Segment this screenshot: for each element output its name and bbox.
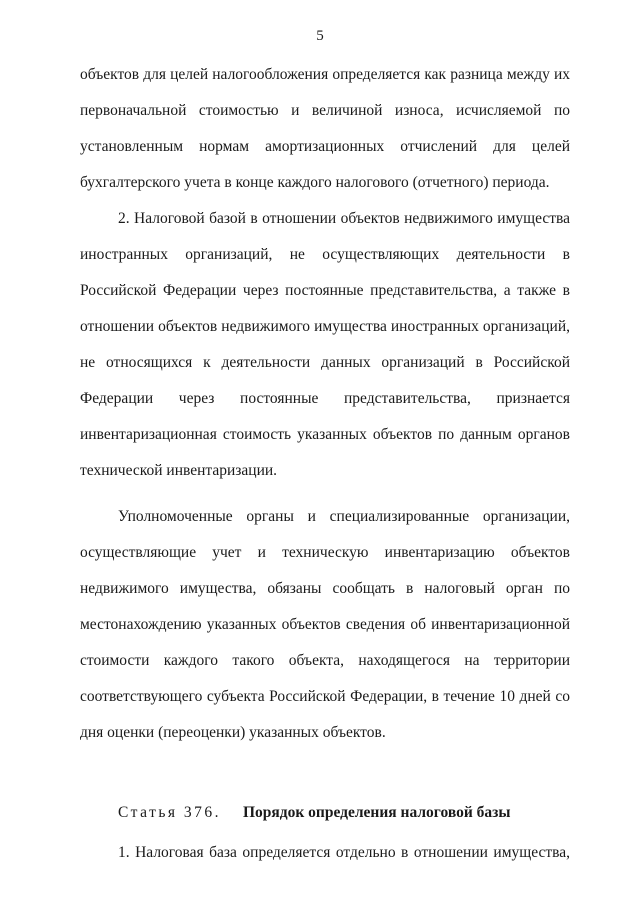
text-line: установленным нормам амортизационных отчислений для целей — [80, 138, 570, 155]
text-line: не относящихся к деятельности данных организаций в Российской — [80, 354, 570, 371]
text-line: Уполномоченные органы и специализированные организации, — [118, 508, 570, 525]
article-label: Статья 376. — [118, 804, 222, 821]
text-line: местонахождению указанных объектов сведения об инвентаризационной — [80, 616, 570, 633]
text-line: недвижимого имущества, обязаны сообщать в налоговый орган по — [80, 580, 570, 597]
article-heading — [80, 800, 570, 840]
text-line: 2. Налоговой базой в отношении объектов недвижимого имущества — [118, 210, 570, 227]
page-number: 5 — [316, 28, 324, 44]
text-line: стоимости каждого такого объекта, находящегося на территории — [80, 652, 570, 669]
text-line: Федерации через постоянные представительства, признается — [80, 390, 570, 407]
text-line: осуществляющие учет и техническую инвентаризацию объектов — [80, 544, 570, 561]
paragraph-continuation — [80, 62, 570, 206]
text-line: Российской Федерации через постоянные представительства, а также в — [80, 282, 570, 299]
text-line: технической инвентаризации. — [80, 462, 278, 479]
text-line: дня оценки (переоценки) указанных объектов. — [80, 724, 386, 741]
text-line: соответствующего субъекта Российской Федерации, в течение 10 дней со — [80, 688, 570, 705]
text-line: объектов для целей налогообложения определяется как разница между их — [80, 66, 570, 83]
text-line: инвентаризационная стоимость указанных объектов по данным органов — [80, 426, 570, 443]
document-body — [80, 62, 570, 876]
paragraph-authorized-bodies — [80, 504, 570, 756]
text-line: 1. Налоговая база определяется отдельно в отношении имущества, — [118, 844, 570, 861]
text-line: первоначальной стоимостью и величиной износа, исчисляемой по — [80, 102, 570, 119]
text-line: бухгалтерского учета в конце каждого налогового (отчетного) периода. — [80, 174, 550, 191]
paragraph-item-2 — [80, 206, 570, 494]
text-line: отношении объектов недвижимого имущества иностранных организаций, — [80, 318, 570, 335]
article-title: Порядок определения налоговой базы — [242, 804, 511, 821]
text-line: иностранных организаций, не осуществляющих деятельности в — [80, 246, 570, 263]
